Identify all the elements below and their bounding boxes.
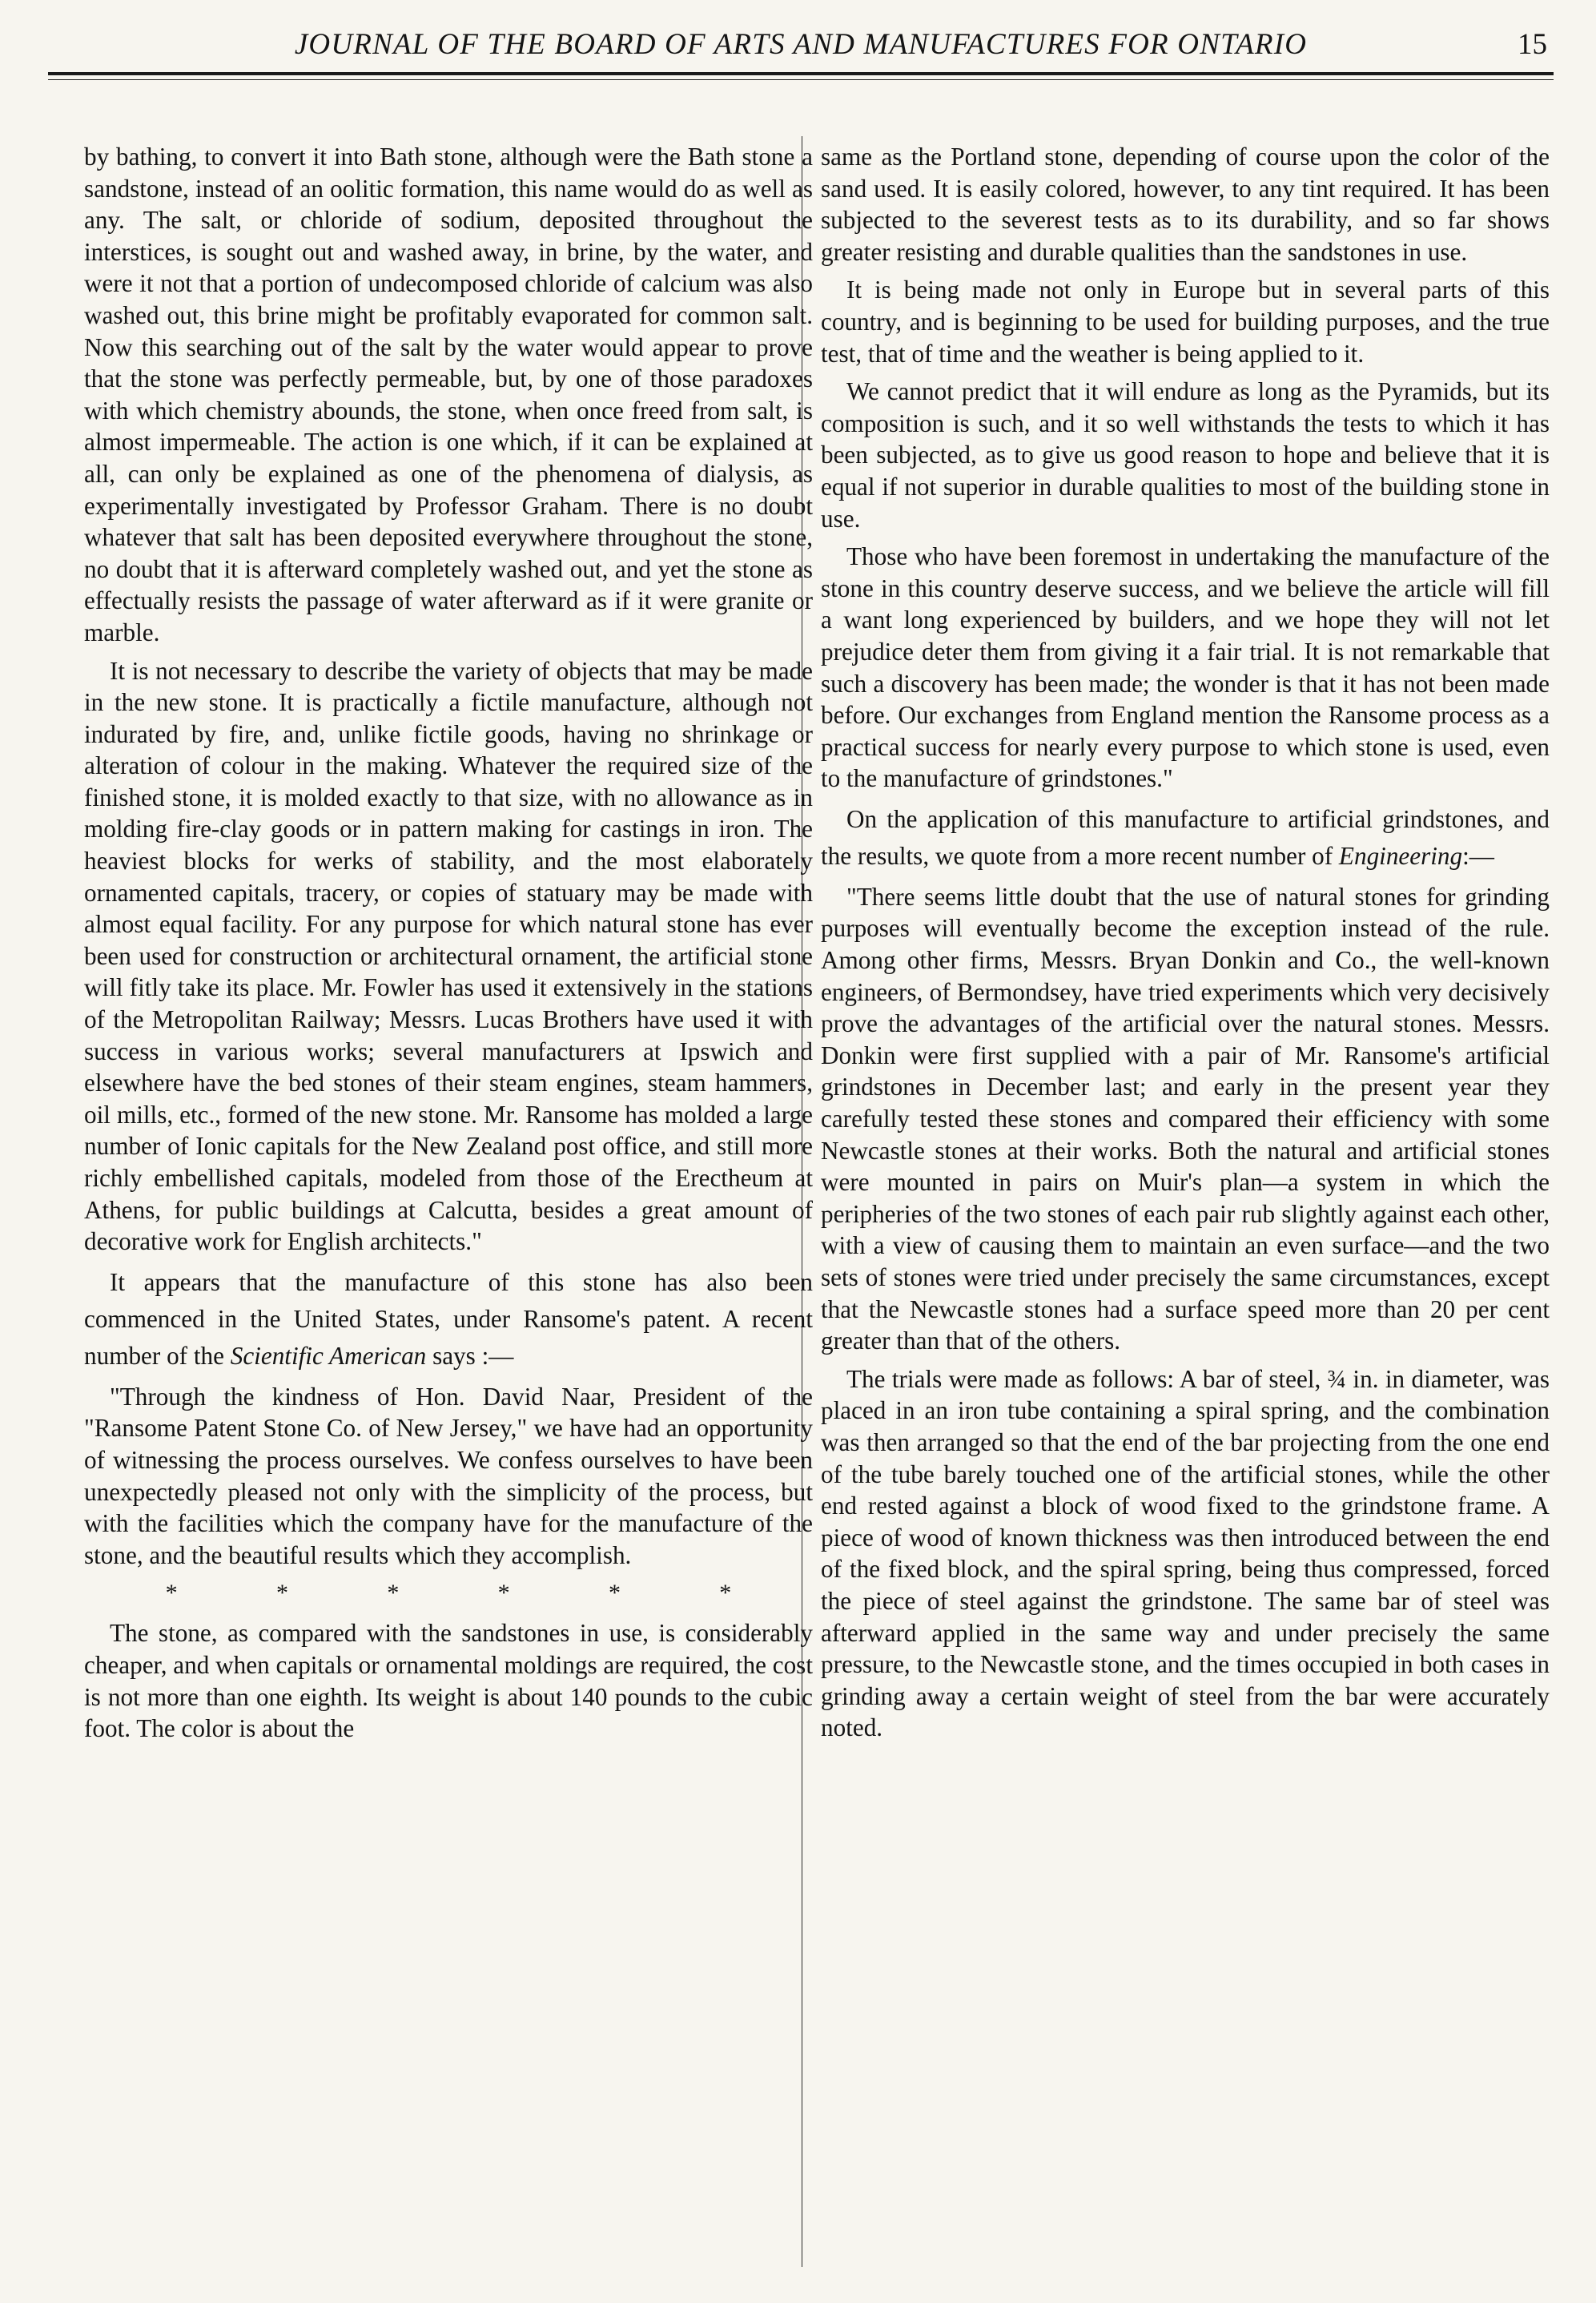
- paragraph: [84, 1264, 813, 1375]
- page-header: [48, 22, 1554, 87]
- star: *: [719, 1580, 732, 1607]
- right-column: [821, 141, 1550, 2256]
- star: *: [275, 1580, 288, 1607]
- ellipsis-stars: [84, 1577, 813, 1609]
- paragraph: It is being made not only in Europe but in several parts of this country, and is beginning to be used for building purposes, and the true test, that of time and the weather is being applied to it.: [821, 276, 1550, 368]
- paragraph-text: It appears that the manufacture of this stone has also been commenced in the United States, under Ransome's patent. A recent number of the: [84, 1267, 813, 1370]
- star: *: [387, 1580, 400, 1607]
- journal-title: Engineering: [1338, 841, 1463, 870]
- paragraph: We cannot predict that it will endure as long as the Pyramids, but its composition is such, and it so well withstands the tests to which it has been subjected, as to give us good reason to hope and believe that it is equal if not superior in durable qualities to most of the building stone in use.: [821, 377, 1550, 533]
- paragraph: same as the Portland stone, depending of course upon the color of the sand used. It is easily colored, however, to any tint required. It has been subjected to the severest tests as to its durability, and so far shows greater resisting and durable qualities than the sandstones in use.: [821, 143, 1550, 266]
- paragraph-text: On the application of this manufacture to artificial grindstones, and the results, we quote from a more recent number of: [821, 804, 1550, 870]
- paragraph: The trials were made as follows: A bar of steel, ¾ in. in diameter, was placed in an iron tube containing a spiral spring, and the combination was then arranged so that the end of the bar projecting from the one end of the tube barely touched one of the artificial stones, while the other end rested against a block of wood fixed to the grindstone frame. A piece of wood of known thickness was then introduced between the end of the fixed block, and the spiral spring, being thus compressed, forced the piece of steel against the grindstone. The same bar of steel was afterward applied in the same way and under precisely the same pressure, to the Newcastle stone, and the times occupied in both cases in grinding away a certain weight of steel from the bar were accurately noted.: [821, 1364, 1550, 1742]
- paragraph: [821, 801, 1550, 875]
- journal-title: Scientific American: [230, 1341, 427, 1370]
- star: *: [608, 1580, 621, 1607]
- paragraph: It is not necessary to describe the variety of objects that may be made in the new stone. It is practically a fictile manufacture, although not indurated by fire, and, unlike fictile goods, having no shrinkage or alteration of colour in the making. Whatever the required size of the finished stone, it is molded exactly to that size, with no allowance as in molding fire-clay goods or in pattern making for castings in iron. The heaviest blocks for werks of stability, and the most elaborately ornamented capitals, tracery, or copies of statuary may be made with almost equal facility. For any purpose for which natural stone has ever been used for construction or architectural ornament, the artificial stone will fitly take its place. Mr. Fowler has used it extensively in the stations of the Metropolitan Railway; Messrs. Lucas Brothers have used it with success in various works; several manufacturers at Ipswich and elsewhere have the bed stones of their steam engines, steam hammers, oil mills, etc., formed of the new stone. Mr. Ransome has molded a large number of Ionic capitals for the New Zealand post office, and still more richly embellished capitals, modeled from those of the Erectheum at Athens, for public buildings at Calcutta, besides a great amount of decorative work for English architects.": [84, 656, 813, 1256]
- paragraph: by bathing, to convert it into Bath stone, although were the Bath stone a sandstone, instead of an oolitic formation, this name would do as well as any. The salt, or chloride of sodium, deposited throughout the interstices, is sought out and washed away, in brine, by the water, and were it not that a portion of undecomposed chloride of calcium was also washed out, this brine might be profitably evaporated for common salt. Now this searching out of the salt by the water would appear to prove that the stone was perfectly permeable, but, by one of those paradoxes with which chemistry abounds, the stone, when once freed from salt, is almost impermeable. The action is one which, if it can be explained at all, can only be explained as one of the phenomena of dialysis, as experimentally investigated by Professor Graham. There is no doubt whatever that salt has been deposited everywhere throughout the stone, no doubt that it is afterward completely washed out, and yet the stone as effectually resists the passage of water afterward as if it were granite or marble.: [84, 143, 813, 646]
- paragraph: Those who have been foremost in undertaking the manufacture of the stone in this country deserve success, and we believe the article will fill a want long experienced by builders, and we hope they will not let prejudice deter them from giving it a fair trial. It is not remarkable that such a discovery has been made; the wonder is that it has not been made before. Our exchanges from England mention the Ransome process as a practical success for nearly every purpose to which stone is used, even to the manufacture of grindstones.": [821, 542, 1550, 793]
- quoted-paragraph: "Through the kindness of Hon. David Naar, President of the "Ransome Patent Stone Co. of New Jersey," we have had an opportunity of witnessing the process ourselves. We confess ourselves to have been unexpectedly pleased not only with the simplicity of the process, but with the facilities which the company have for the manufacture of the stone, and the beautiful results which they accomplish.: [84, 1382, 813, 1569]
- running-title: JOURNAL OF THE BOARD OF ARTS AND MANUFACTURES FOR ONTARIO: [294, 28, 1308, 61]
- paragraph-text: :—: [1462, 841, 1494, 870]
- left-column: [84, 141, 813, 2256]
- header-rule-thick: [48, 72, 1554, 75]
- page-number: 15: [1518, 28, 1547, 61]
- paragraph-text: says :—: [426, 1341, 514, 1370]
- star: *: [165, 1580, 178, 1607]
- paragraph: The stone, as compared with the sandstones in use, is considerably cheaper, and when capitals or ornamental moldings are required, the cost is not more than one eighth. Its weight is about 140 pounds to the cubic foot. The color is about the: [84, 1619, 813, 1743]
- star: *: [497, 1580, 510, 1607]
- header-rule-thin: [48, 79, 1554, 80]
- quoted-paragraph: "There seems little doubt that the use of natural stones for grinding purposes will eventually become the exception instead of the rule. Among other firms, Messrs. Bryan Donkin and Co., the well-known engineers, of Bermondsey, have tried experiments which very decisively prove the advantages of the artificial over the natural stones. Messrs. Donkin were first supplied with a pair of Mr. Ransome's artificial grindstones in December last; and early in the present year they carefully tested these stones and compared their efficiency with some Newcastle stones at their works. Both the natural and artificial stones were mounted in pairs on Muir's plan—a system in which the peripheries of the two stones of each pair rub slightly against each other, with a view of causing them to maintain an even surface—and the two sets of stones were tried under precisely the same circumstances, except that the Newcastle stones had a surface speed more than 20 per cent greater than that of the others.: [821, 882, 1550, 1355]
